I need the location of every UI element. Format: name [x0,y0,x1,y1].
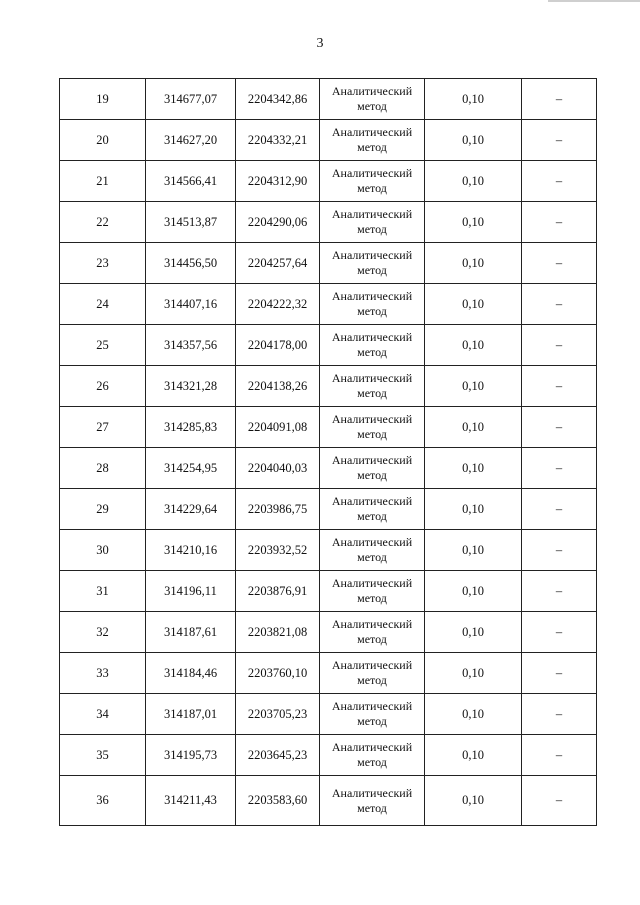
x-coordinate-cell: 314254,95 [146,448,236,489]
method-label-line2: метод [357,181,387,195]
note-cell: – [522,448,597,489]
accuracy-cell: 0,10 [425,120,522,161]
method-label-line2: метод [357,304,387,318]
accuracy-cell: 0,10 [425,161,522,202]
table-row [60,489,597,530]
x-coordinate-cell: 314229,64 [146,489,236,530]
point-number-cell: 33 [60,653,146,694]
method-label-line1: Аналитический [331,617,413,631]
method-label-line2: метод [357,673,387,687]
y-coordinate-cell: 2204342,86 [236,79,320,120]
y-coordinate-cell: 2204257,64 [236,243,320,284]
table-row [60,653,597,694]
x-coordinate-cell: 314196,11 [146,571,236,612]
method-cell [320,776,425,826]
y-coordinate-cell: 2203760,10 [236,653,320,694]
method-label-line1: Аналитический [331,330,413,344]
accuracy-cell: 0,10 [425,530,522,571]
method-label-line1: Аналитический [331,535,413,549]
method-cell [320,530,425,571]
method-cell [320,284,425,325]
point-number-cell: 28 [60,448,146,489]
y-coordinate-cell: 2204290,06 [236,202,320,243]
accuracy-cell: 0,10 [425,284,522,325]
table-row [60,571,597,612]
x-coordinate-cell: 314187,61 [146,612,236,653]
note-cell: – [522,530,597,571]
table-row [60,612,597,653]
table-row [60,407,597,448]
note-cell: – [522,79,597,120]
point-number-cell: 20 [60,120,146,161]
method-label-line1: Аналитический [331,785,413,800]
method-label-line2: метод [357,427,387,441]
method-label-line2: метод [357,263,387,277]
table-row [60,79,597,120]
accuracy-cell: 0,10 [425,776,522,826]
x-coordinate-cell: 314627,20 [146,120,236,161]
page-number: 3 [316,36,324,51]
accuracy-cell: 0,10 [425,202,522,243]
note-cell: – [522,571,597,612]
accuracy-cell: 0,10 [425,694,522,735]
y-coordinate-cell: 2203876,91 [236,571,320,612]
table-row [60,161,597,202]
table-row [60,366,597,407]
accuracy-cell: 0,10 [425,448,522,489]
accuracy-cell: 0,10 [425,325,522,366]
method-label-line1: Аналитический [331,453,413,467]
note-cell: – [522,202,597,243]
method-label-line2: метод [357,345,387,359]
method-label-line1: Аналитический [331,740,413,754]
method-label-line2: метод [357,632,387,646]
coordinates-table [59,78,597,826]
accuracy-cell: 0,10 [425,366,522,407]
method-cell [320,571,425,612]
method-cell [320,161,425,202]
note-cell: – [522,366,597,407]
point-number-cell: 27 [60,407,146,448]
point-number-cell: 31 [60,571,146,612]
point-number-cell: 29 [60,489,146,530]
method-label-line1: Аналитический [331,576,413,590]
method-cell [320,366,425,407]
table-row [60,776,597,826]
method-cell [320,243,425,284]
method-label-line2: метод [357,509,387,523]
point-number-cell: 35 [60,735,146,776]
method-label-line1: Аналитический [331,371,413,385]
method-cell [320,612,425,653]
x-coordinate-cell: 314566,41 [146,161,236,202]
table-row [60,530,597,571]
coordinates-table-body [60,79,597,826]
point-number-cell: 22 [60,202,146,243]
note-cell: – [522,407,597,448]
method-label-line1: Аналитический [331,494,413,508]
y-coordinate-cell: 2203645,23 [236,735,320,776]
method-label-line1: Аналитический [331,84,413,98]
table-row [60,243,597,284]
method-label-line2: метод [357,591,387,605]
y-coordinate-cell: 2203932,52 [236,530,320,571]
y-coordinate-cell: 2203583,60 [236,776,320,826]
method-label-line2: метод [357,99,387,113]
y-coordinate-cell: 2203705,23 [236,694,320,735]
point-number-cell: 26 [60,366,146,407]
y-coordinate-cell: 2204091,08 [236,407,320,448]
note-cell: – [522,735,597,776]
x-coordinate-cell: 314211,43 [146,776,236,826]
y-coordinate-cell: 2203821,08 [236,612,320,653]
method-label-line2: метод [357,714,387,728]
point-number-cell: 21 [60,161,146,202]
method-cell [320,202,425,243]
accuracy-cell: 0,10 [425,735,522,776]
method-cell [320,325,425,366]
accuracy-cell: 0,10 [425,571,522,612]
method-cell [320,653,425,694]
method-label-line2: метод [357,550,387,564]
table-row [60,735,597,776]
method-label-line2: метод [357,140,387,154]
table-row [60,120,597,161]
x-coordinate-cell: 314285,83 [146,407,236,448]
method-label-line2: метод [357,222,387,236]
table-row [60,325,597,366]
accuracy-cell: 0,10 [425,489,522,530]
x-coordinate-cell: 314456,50 [146,243,236,284]
scan-edge-line [548,0,640,2]
method-label-line1: Аналитический [331,248,413,262]
x-coordinate-cell: 314187,01 [146,694,236,735]
method-label-line1: Аналитический [331,699,413,713]
table-row [60,202,597,243]
accuracy-cell: 0,10 [425,243,522,284]
method-label-line1: Аналитический [331,166,413,180]
method-cell [320,448,425,489]
x-coordinate-cell: 314677,07 [146,79,236,120]
method-label-line1: Аналитический [331,207,413,221]
note-cell: – [522,243,597,284]
method-cell [320,694,425,735]
accuracy-cell: 0,10 [425,653,522,694]
method-label-line1: Аналитический [331,289,413,303]
method-label-line1: Аналитический [331,658,413,672]
x-coordinate-cell: 314210,16 [146,530,236,571]
method-label-line1: Аналитический [331,125,413,139]
method-cell [320,407,425,448]
accuracy-cell: 0,10 [425,79,522,120]
method-label-line2: метод [357,468,387,482]
point-number-cell: 25 [60,325,146,366]
note-cell: – [522,653,597,694]
y-coordinate-cell: 2204040,03 [236,448,320,489]
note-cell: – [522,284,597,325]
table-row [60,448,597,489]
note-cell: – [522,120,597,161]
x-coordinate-cell: 314184,46 [146,653,236,694]
point-number-cell: 32 [60,612,146,653]
method-label-line1: Аналитический [331,412,413,426]
note-cell: – [522,489,597,530]
y-coordinate-cell: 2204138,26 [236,366,320,407]
x-coordinate-cell: 314513,87 [146,202,236,243]
point-number-cell: 23 [60,243,146,284]
method-cell [320,489,425,530]
x-coordinate-cell: 314321,28 [146,366,236,407]
y-coordinate-cell: 2204332,21 [236,120,320,161]
point-number-cell: 30 [60,530,146,571]
point-number-cell: 24 [60,284,146,325]
accuracy-cell: 0,10 [425,612,522,653]
point-number-cell: 19 [60,79,146,120]
accuracy-cell: 0,10 [425,407,522,448]
table-row [60,694,597,735]
note-cell: – [522,612,597,653]
method-label-line2: метод [357,755,387,769]
point-number-cell: 34 [60,694,146,735]
table-row [60,284,597,325]
y-coordinate-cell: 2204312,90 [236,161,320,202]
note-cell: – [522,161,597,202]
note-cell: – [522,325,597,366]
note-cell: – [522,694,597,735]
method-cell [320,120,425,161]
point-number-cell: 36 [60,776,146,826]
method-cell [320,79,425,120]
y-coordinate-cell: 2204178,00 [236,325,320,366]
method-label-line2: метод [357,386,387,400]
x-coordinate-cell: 314357,56 [146,325,236,366]
x-coordinate-cell: 314407,16 [146,284,236,325]
method-cell [320,735,425,776]
note-cell: – [522,776,597,826]
x-coordinate-cell: 314195,73 [146,735,236,776]
method-label-line2: метод [357,800,387,815]
y-coordinate-cell: 2204222,32 [236,284,320,325]
y-coordinate-cell: 2203986,75 [236,489,320,530]
